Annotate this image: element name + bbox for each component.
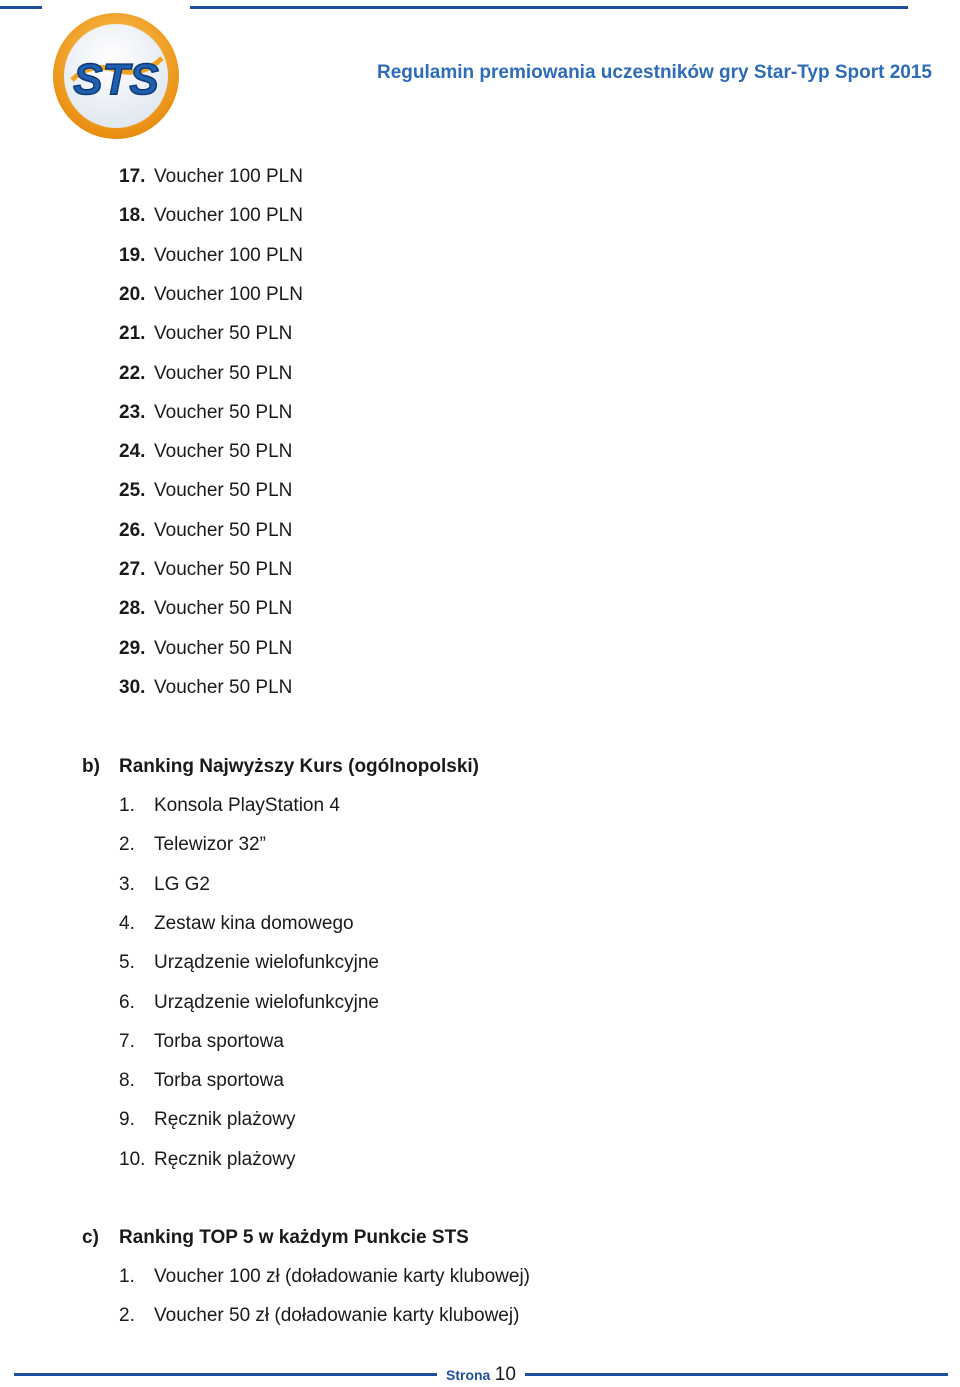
list-item-text: Voucher 50 PLN (154, 519, 293, 541)
list-item-number: 10. (119, 1148, 146, 1170)
list-item-number: 2. (119, 1305, 135, 1327)
footer-rule-right (525, 1373, 948, 1376)
list-item-text: Voucher 50 PLN (154, 441, 293, 463)
list-item-text: Voucher 50 PLN (154, 598, 293, 620)
list-item-text: Voucher 50 PLN (154, 401, 293, 423)
list-item-number: 1. (119, 1266, 135, 1287)
list-item-number: 8. (119, 1070, 135, 1092)
list-item-number: 7. (119, 1030, 135, 1052)
list-item-number: 21. (119, 323, 146, 345)
list-item (119, 1030, 284, 1054)
list-item-number: 9. (119, 1109, 135, 1131)
section-c-heading (82, 1226, 469, 1250)
list-item (119, 597, 292, 621)
list-item-text: Voucher 50 PLN (154, 362, 293, 384)
document-title: Regulamin premiowania uczestników gry Star-Typ Sport 2015 (376, 62, 932, 83)
section-title: Ranking Najwyższy Kurs (ogólnopolski) (119, 756, 479, 777)
list-item-text: Zestaw kina domowego (154, 912, 354, 934)
list-item-text: Torba sportowa (154, 1070, 284, 1092)
section-b-heading (82, 755, 479, 779)
list-item-number: 22. (119, 362, 146, 384)
list-item (119, 204, 303, 228)
list-item (119, 283, 303, 307)
list-item (119, 322, 292, 346)
list-item-text: Voucher 100 PLN (154, 205, 303, 227)
list-item-text: Voucher 100 PLN (154, 283, 303, 305)
list-item (119, 479, 292, 503)
sts-logo-icon (50, 10, 182, 142)
list-item-number: 19. (119, 244, 146, 266)
list-item-number: 5. (119, 952, 135, 974)
list-item-number: 18. (119, 205, 146, 227)
list-item-text: LG G2 (154, 873, 210, 895)
list-item-text: Urządzenie wielofunkcyjne (154, 952, 379, 974)
list-item (119, 833, 266, 857)
list-item-number: 30. (119, 676, 146, 698)
section-letter: b) (82, 756, 100, 777)
list-item-text: Voucher 50 PLN (154, 637, 293, 659)
list-item-text: Urządzenie wielofunkcyjne (154, 991, 379, 1013)
list-item (119, 401, 292, 425)
page-number (446, 1364, 516, 1386)
list-item (119, 1265, 530, 1289)
list-item-number: 25. (119, 480, 146, 502)
list-item (119, 165, 303, 189)
list-item (119, 991, 379, 1015)
list-item (119, 558, 292, 582)
list-item (119, 244, 303, 268)
list-item-text: Konsola PlayStation 4 (154, 795, 340, 816)
list-item-text: Ręcznik plażowy (154, 1148, 296, 1170)
list-item-number: 3. (119, 873, 135, 895)
header-rule-left (0, 6, 42, 9)
list-item (119, 362, 292, 386)
list-item-number: 23. (119, 401, 146, 423)
section-letter: c) (82, 1227, 99, 1248)
section-title: Ranking TOP 5 w każdym Punkcie STS (119, 1227, 469, 1248)
list-item (119, 519, 292, 543)
list-item-text: Torba sportowa (154, 1030, 284, 1052)
list-item-number: 17. (119, 166, 146, 187)
list-item-text: Voucher 100 PLN (154, 244, 303, 266)
list-item-text: Ręcznik plażowy (154, 1109, 296, 1131)
list-item-number: 20. (119, 283, 146, 305)
list-item (119, 951, 379, 975)
list-item-number: 27. (119, 559, 146, 580)
list-item (119, 1304, 519, 1328)
list-item-text: Voucher 50 PLN (154, 559, 293, 580)
list-item (119, 676, 292, 700)
list-item-text: Voucher 100 PLN (154, 166, 303, 187)
list-item-text: Voucher 50 PLN (154, 323, 293, 345)
list-item (119, 1069, 284, 1093)
list-item (119, 1108, 296, 1132)
list-item-number: 26. (119, 519, 146, 541)
list-item-number: 4. (119, 912, 135, 934)
list-item (119, 794, 340, 818)
list-item-number: 2. (119, 834, 135, 856)
list-item-text: Voucher 50 zł (doładowanie karty klubowej) (154, 1305, 520, 1327)
logo-wordmark: STS (73, 55, 159, 104)
list-item (119, 873, 210, 897)
list-item-number: 1. (119, 795, 135, 816)
header-rule (190, 6, 908, 9)
footer-rule-left (14, 1373, 437, 1376)
list-item-number: 29. (119, 637, 146, 659)
page-label: Strona (446, 1367, 491, 1383)
page-value: 10 (494, 1364, 516, 1385)
list-item-text: Voucher 50 PLN (154, 480, 293, 502)
list-item-number: 24. (119, 441, 146, 463)
list-item-text: Voucher 50 PLN (154, 676, 293, 698)
list-item-text: Voucher 100 zł (doładowanie karty klubowej) (154, 1266, 530, 1287)
list-item (119, 912, 354, 936)
list-item (119, 1148, 296, 1172)
list-item (119, 440, 292, 464)
list-item-text: Telewizor 32” (154, 834, 266, 856)
list-item-number: 6. (119, 991, 135, 1013)
list-item (119, 637, 292, 661)
list-item-number: 28. (119, 598, 146, 620)
